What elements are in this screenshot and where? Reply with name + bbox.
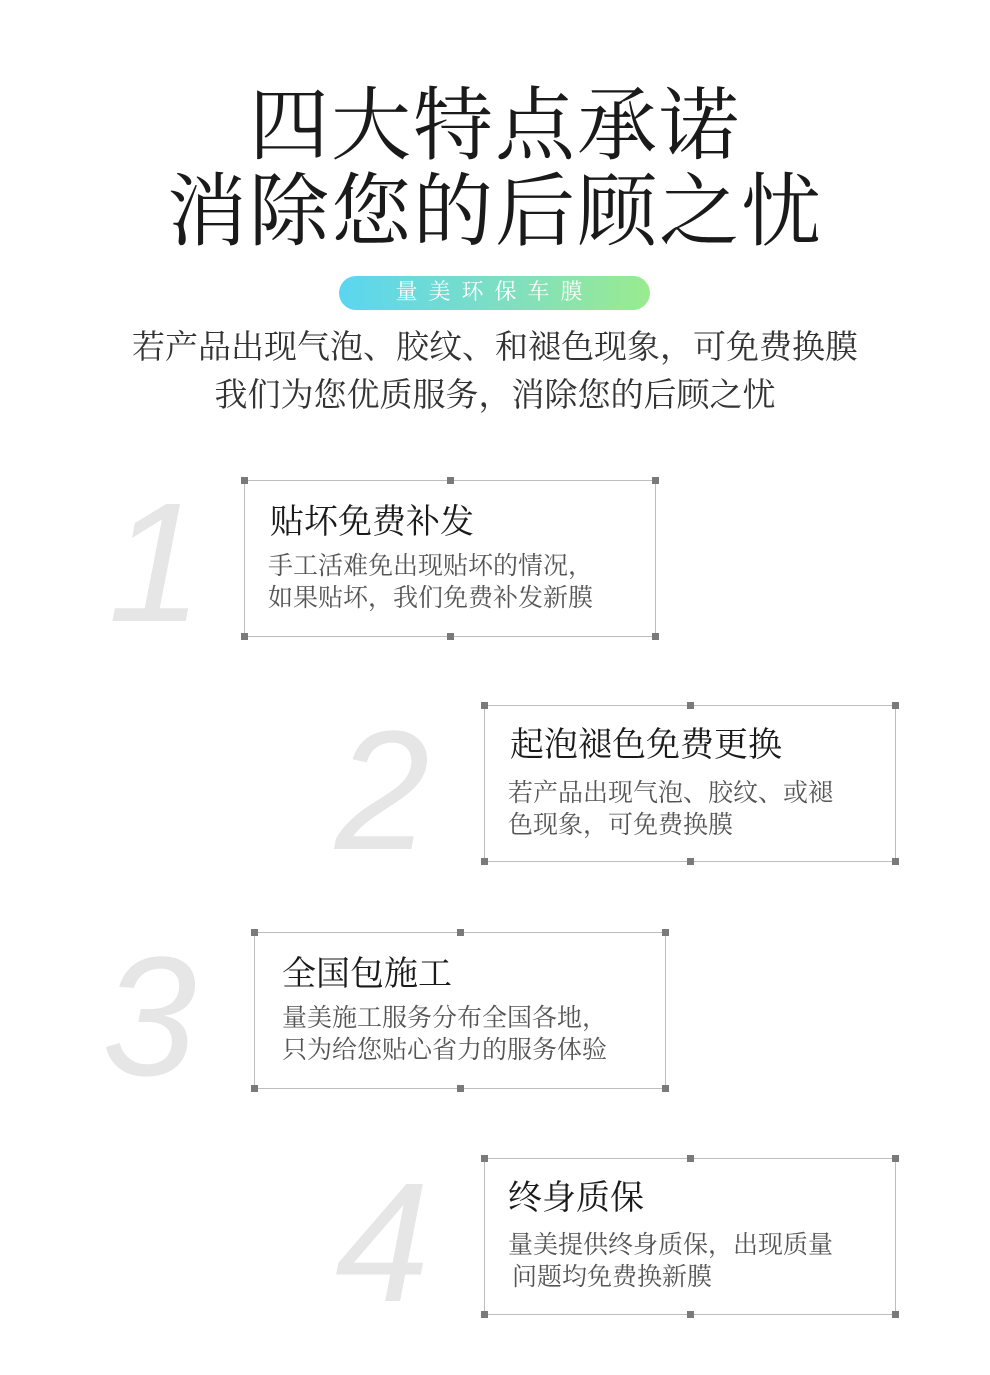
corner-marker	[447, 633, 454, 640]
feature-title: 终身质保	[508, 1178, 644, 1218]
brand-pill: 量美环保车膜	[339, 276, 650, 310]
corner-marker	[892, 1311, 899, 1318]
feature-desc-line-1: 量美施工服务分布全国各地，	[282, 1003, 608, 1032]
feature-number-2: 2	[335, 696, 430, 886]
card-frame-right	[895, 1162, 896, 1311]
corner-marker	[687, 858, 694, 865]
feature-desc-line-2: 色现象，可免费换膜	[508, 810, 734, 839]
card-frame-right	[665, 936, 666, 1085]
feature-title: 全国包施工	[282, 954, 452, 994]
feature-card-4	[484, 1158, 896, 1315]
card-frame-right	[655, 484, 656, 633]
page-title-line-1: 四大特点承诺	[249, 79, 741, 172]
card-frame-left	[484, 1162, 485, 1311]
feature-desc-line-1: 手工活难免出现贴坏的情况，	[268, 551, 594, 580]
corner-marker	[687, 702, 694, 709]
feature-number-4: 4	[335, 1148, 430, 1338]
feature-card-1	[244, 480, 656, 637]
corner-marker	[241, 633, 248, 640]
corner-marker	[481, 702, 488, 709]
feature-desc-line-1: 量美提供终身质保，出现质量	[508, 1230, 834, 1259]
corner-marker	[481, 858, 488, 865]
card-frame-left	[244, 484, 245, 633]
corner-marker	[251, 929, 258, 936]
feature-number-1: 1	[108, 468, 203, 658]
corner-marker	[662, 929, 669, 936]
card-frame-left	[254, 936, 255, 1085]
feature-card-2	[484, 705, 896, 862]
corner-marker	[687, 1311, 694, 1318]
feature-title: 起泡褪色免费更换	[510, 725, 782, 765]
corner-marker	[457, 1085, 464, 1092]
corner-marker	[457, 929, 464, 936]
corner-marker	[652, 633, 659, 640]
feature-desc-line-1: 若产品出现气泡、胶纹、或褪	[508, 778, 834, 807]
corner-marker	[652, 477, 659, 484]
subtitle-line-1: 若产品出现气泡、胶纹、和褪色现象，可免费换膜	[132, 327, 858, 366]
feature-desc-line-2: 如果贴坏，我们免费补发新膜	[268, 583, 594, 612]
feature-desc-line-2: 只为给您贴心省力的服务体验	[282, 1035, 608, 1064]
card-frame-right	[895, 709, 896, 858]
card-frame-left	[484, 709, 485, 858]
corner-marker	[687, 1155, 694, 1162]
corner-marker	[447, 477, 454, 484]
feature-desc-line-2: 问题均免费换新膜	[512, 1262, 713, 1291]
corner-marker	[241, 477, 248, 484]
corner-marker	[892, 858, 899, 865]
corner-marker	[251, 1085, 258, 1092]
corner-marker	[662, 1085, 669, 1092]
corner-marker	[892, 1155, 899, 1162]
corner-marker	[892, 702, 899, 709]
feature-title: 贴坏免费补发	[270, 502, 474, 542]
feature-number-3: 3	[102, 922, 197, 1112]
feature-card-3	[254, 932, 666, 1089]
corner-marker	[481, 1155, 488, 1162]
corner-marker	[481, 1311, 488, 1318]
subtitle-line-2: 我们为您优质服务，消除您的后顾之忧	[214, 375, 776, 414]
page-title-line-2: 消除您的后顾之忧	[167, 165, 823, 258]
